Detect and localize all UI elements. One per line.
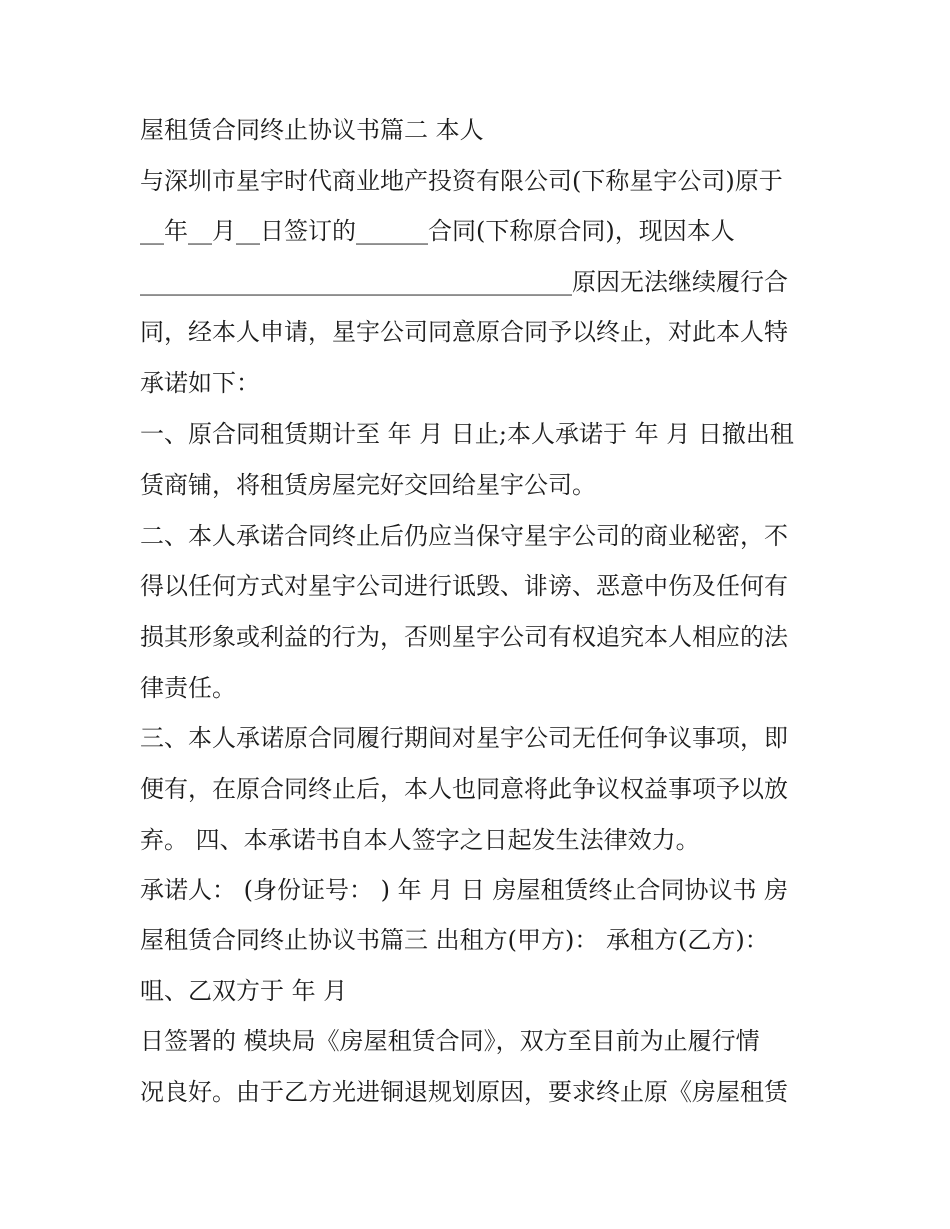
text-line: 二、本人承诺合同终止后仍应当保守星宇公司的商业秘密，不 — [140, 522, 788, 550]
text-line: 况良好。由于乙方光进铜退规划原因，要求终止原《房屋租赁 — [140, 1078, 788, 1106]
text-line: 三、本人承诺原合同履行期间对星宇公司无任何争议事项，即 — [140, 724, 788, 752]
text-line: 弃。 四、本承诺书自本人签字之日起发生法律效力。 — [140, 826, 700, 854]
text-line: 屋租赁合同终止协议书篇三 出租方(甲方)： 承租方(乙方)： — [140, 926, 769, 954]
text-line: 损其形象或利益的行为，否则星宇公司有权追究本人相应的法 — [140, 623, 788, 651]
text-line: 承诺如下： — [140, 369, 260, 397]
text-line: 同，经本人申请，星宇公司同意原合同予以终止，对此本人特 — [140, 318, 788, 346]
text-line: ____________________________________原因无法继续履行合 — [140, 268, 788, 296]
text-line: 便有，在原合同终止后，本人也同意将此争议权益事项予以放 — [140, 775, 788, 803]
text-line: 一、原合同租赁期计至 年 月 日止;本人承诺于 年 月 日撤出租 — [140, 420, 794, 448]
text-line: 屋租赁合同终止协议书篇二 本人 — [140, 116, 484, 144]
text-line: __年__月__日签订的______合同(下称原合同)，现因本人 — [140, 217, 735, 245]
text-line: 日签署的 模块局《房屋租赁合同》，双方至目前为止履行情 — [140, 1027, 760, 1055]
text-line: 与深圳市星宇时代商业地产投资有限公司(下称星宇公司)原于 — [140, 167, 783, 195]
text-line: 咀、乙双方于 年 月 — [140, 977, 348, 1005]
text-line: 律责任。 — [140, 674, 236, 702]
text-line: 承诺人： (身份证号： ) 年 月 日 房屋租赁终止合同协议书 房 — [140, 876, 789, 904]
text-line: 赁商铺，将租赁房屋完好交回给星宇公司。 — [140, 471, 596, 499]
text-line: 得以任何方式对星宇公司进行诋毁、诽谤、恶意中伤及任何有 — [140, 572, 788, 600]
